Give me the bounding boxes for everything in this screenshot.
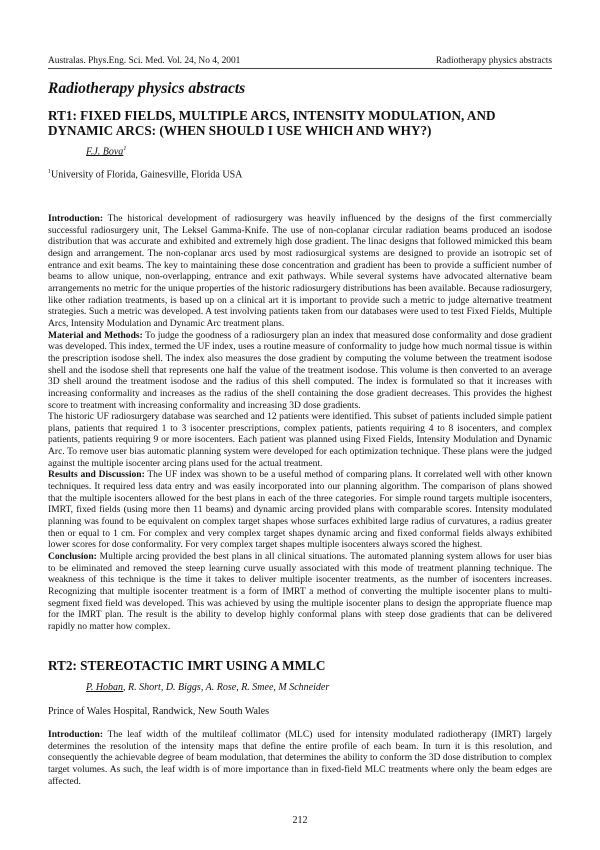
section-name: Radiotherapy physics abstracts: [435, 56, 552, 66]
rt1-heading: RT1: FIXED FIELDS, MULTIPLE ARCS, INTENSITY MODULATION, AND DYNAMIC ARCS: (WHEN SHOULD I USE WHICH AND WHY?): [48, 108, 496, 138]
rt2-coauthors: , R. Short, D. Biggs, A. Rose, R. Smee, M Schneider: [123, 682, 330, 693]
rt1-author: F.J. Bova: [86, 146, 124, 158]
paragraph-text: The leaf width of the multileaf collimator (MLC) used for intensity modulated radiotherapy (IMRT) largely determines the resolution of the intensity maps that define the entire profile of each beam. In turn it is this resolution, and consequently the achievable degree of beam modulation, that determines the ability to conform the 3D dose distribution to complex target volumes. As such, the leaf width is of more importance than in fixed-field MLC treatments where only the beam edges are affected.: [48, 729, 552, 787]
rt2-presenter: P. Hoban: [86, 682, 124, 693]
paragraph-text: To judge the goodness of a radiosurgery plan an index that measured dose conformality and dose gradient was developed. This index, termed the UF index, uses a routine measure of conformality to judge how much normal tissue is within the prescription isodose shell. The index also measures the dose gradient by computing the volume between the treatment isodose shell and the isodose shell that represents one half the value of the treatment isodose. This volume is then converted to an average 3D shell around the treatment isodose and the radius of this shell computed. The index is formulated so that it increases with increasing conformality and increases as the radius of the shell containing the dose gradient decreases. This provides the highest score to treatment with increasing conformality and increasing 3D dose gradients.: [48, 329, 552, 411]
rt1-author-sup: 1: [123, 146, 127, 152]
journal-citation: Australas. Phys.Eng. Sci. Med. Vol. 24, No 4, 2001: [48, 56, 241, 66]
page-title: Radiotherapy physics abstracts: [48, 80, 246, 97]
rt2-body: [48, 729, 552, 787]
rt1-methods: [48, 330, 552, 412]
paragraph-label: Introduction:: [48, 729, 103, 740]
paragraph-label: Material and Methods:: [48, 329, 143, 341]
rt1-authors: [86, 146, 590, 157]
rt1-affiliation: [48, 169, 552, 180]
paragraph-text: The historical development of radiosurgery was heavily influenced by the designs of the first commercially successful radiosurgery unit, The Leksel Gamma-Knife. The use of non-coplanar circular radiation beams produced an isodose distribution that was accurate and exhibited and extremely high dose gradient. The linac designs that followed mimicked this beam design and arrangement. The non-coplanar arcs used by most radiosurgical systems are designed to provide an isotropic set of entrance and exit beams. The key to maintaining these dose concentration and gradient has been to provide a sufficient number of beams to allow unique, non-overlapping, entrance and exit pathways. While several systems have advocated alternative beam arrangements no metric for the unique properties of the historic radiosurgery distributions has been available. Because radiosurgery, like other radiation treatments, is based up on a clinical art it is important to provide such a metric to judge alternative treatment strategies. Such a metric was developed. A test involving patients taken from our databases were used to test Fixed Fields, Multiple Arcs, Intensity Modulation and Dynamic Arc treatment plans.: [48, 213, 552, 329]
rt1-methods-continued: [48, 411, 552, 469]
rt2-introduction: [48, 729, 552, 787]
running-header: [48, 56, 552, 69]
rt1-body: [48, 213, 552, 633]
paragraph-label: Results and Discussion:: [48, 469, 145, 481]
paragraph-text: The historic UF radiosurgery database was searched and 12 patients were identified. This subset of patients included simple patient plans, patients that required 1 to 3 isocenter prescriptions, complex patients, patients requiring 4 to 8 isocenters, and complex patients, patients requiring 9 or more isocenters. Each patient was planned using Fixed Fields, Intensity Modulation and Dynamic Arc. To remove user bias automatic planning system were developed for each optimization technique. These plans were the judged against the multiple isocenter arcing plans used for the actual treatment.: [48, 411, 552, 469]
rt1-affiliation-text: University of Florida, Gainesville, Florida USA: [51, 169, 243, 181]
rt1-results: [48, 469, 552, 551]
paragraph-label: Introduction:: [48, 213, 103, 224]
rt1-conclusion: [48, 551, 552, 633]
paragraph-text: Multiple arcing provided the best plans in all clinical situations. The automated planning system allows for user bias to be eliminated and removed the steep learning curve usually associated with this mode of treatment planning technique. The weakness of this technique is the time it takes to deliver multiple isocenter treatments, as the number of isocenters increases. Recognizing that multiple isocenter treatment is a form of IMRT a method of converting the multiple isocenter plans to multi-segment fixed field was developed. This was achieved by using the multiple isocenter plans to design the appropriate fluence map for the IMRT plan. The result is the ability to develop highly conformal plans with steep dose gradients that can be delivered rapidly no matter how complex.: [48, 551, 552, 632]
rt1-affiliation-sup: 1: [48, 169, 51, 175]
paragraph-label: Conclusion:: [48, 551, 97, 563]
rt2-affiliation: Prince of Wales Hospital, Randwick, New South Wales: [48, 706, 270, 717]
rt2-authors: [86, 682, 590, 693]
rt2-heading: RT2: STEREOTACTIC IMRT USING A MMLC: [48, 658, 326, 673]
paragraph-text: The UF index was shown to be a useful method of comparing plans. It correlated well with other known techniques. It required less data entry and was easily incorporated into our planning algorithm. The comparison of plans showed that the multiple isocenters allowed for the best plans in each of the three categories. For simple round targets multiple isocenters, IMRT, fixed fields (using more then 11 beams) and dynamic arcing provided plans with comparable scores. Intensity modulated planning was found to be equivalent on complex target shapes whose surfaces exhibited large radius of curvatures, a radius greater then or equal to 1 cm. For complex and very complex target shapes dynamic arcing and fixed conformal fields always exhibited lower scores for dose conformality. For very complex target shapes multiple isocenters always scored the highest.: [48, 469, 552, 551]
rt1-introduction: [48, 213, 552, 330]
page-number: 212: [292, 815, 308, 826]
